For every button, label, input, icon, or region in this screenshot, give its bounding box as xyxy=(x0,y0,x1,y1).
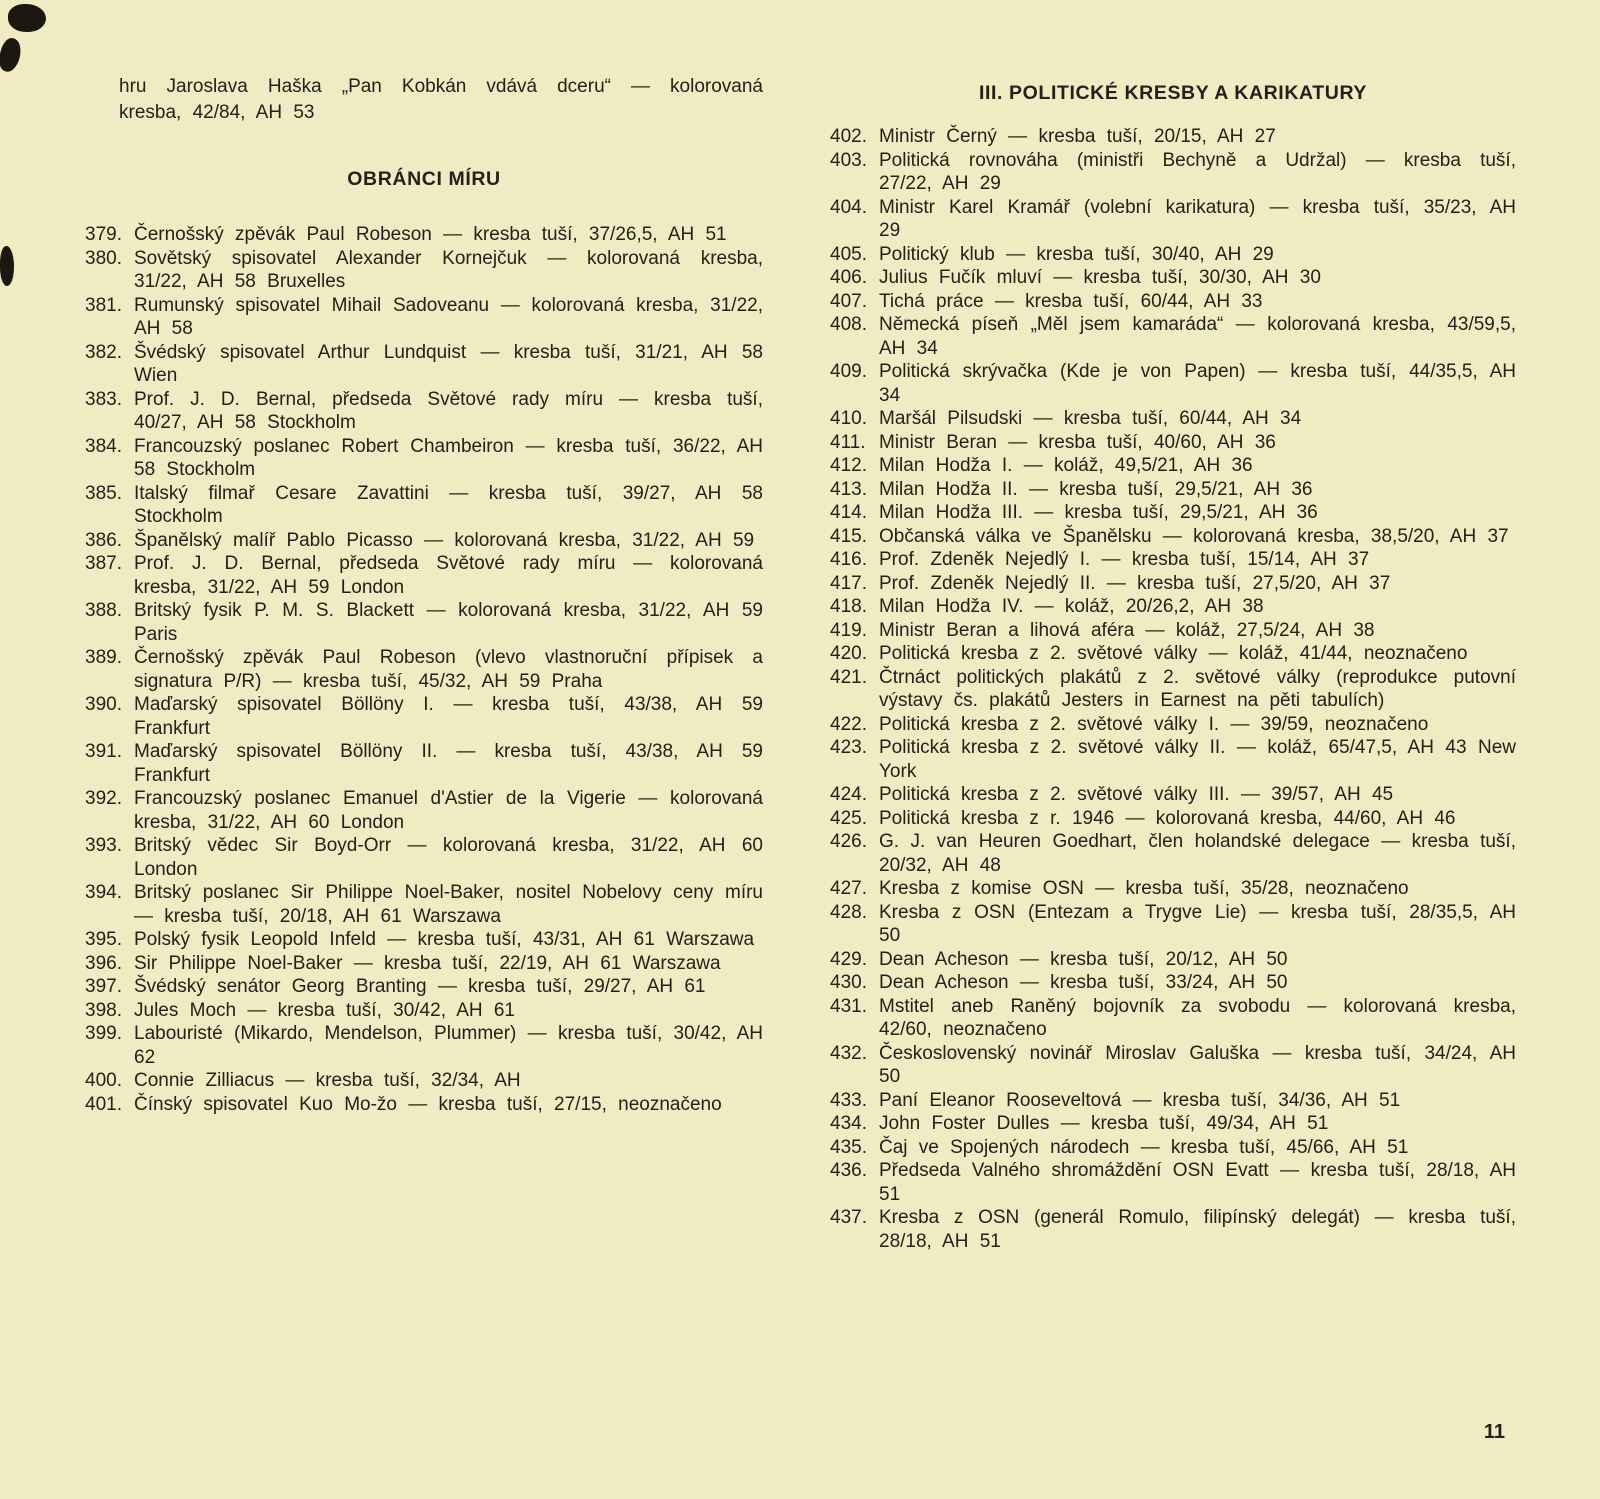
entry-text: Maďarský spisovatel Böllöny I. — kresba tuší, 43/38, AH 59 Frankfurt xyxy=(134,694,763,739)
catalog-entry xyxy=(85,341,763,388)
catalog-entry xyxy=(830,830,1516,877)
catalog-entry xyxy=(830,619,1516,643)
catalog-entry xyxy=(85,975,763,999)
catalog-entry xyxy=(830,525,1516,549)
entry-number: 423. xyxy=(830,737,867,758)
entry-text: Milan Hodža III. — kresba tuší, 29,5/21, AH 36 xyxy=(879,502,1318,523)
entry-text: Milan Hodža I. — koláž, 49,5/21, AH 36 xyxy=(879,455,1253,476)
entry-number: 404. xyxy=(830,196,867,218)
entry-text: Sovětský spisovatel Alexander Kornejčuk — kolorovaná kresba, 31/22, AH 58 Bruxelles xyxy=(134,247,763,292)
entry-number: 384. xyxy=(85,435,122,457)
section-heading-politicke-kresby: III. POLITICKÉ KRESBY A KARIKATURY xyxy=(978,82,1368,104)
catalog-entry xyxy=(830,642,1516,666)
entry-number: 407. xyxy=(830,290,867,312)
entry-text: Maršál Pilsudski — kresba tuší, 60/44, AH 34 xyxy=(879,408,1302,429)
catalog-entry xyxy=(85,247,763,294)
entry-number: 422. xyxy=(830,713,867,735)
entry-text: Politická kresba z r. 1946 — kolorovaná kresba, 44/60, AH 46 xyxy=(879,807,1456,829)
catalog-entry xyxy=(85,1022,763,1069)
entry-number: 430. xyxy=(830,972,867,993)
catalog-entry xyxy=(830,971,1516,995)
entry-number: 427. xyxy=(830,878,867,899)
entry-text: Předseda Valného shromáždění OSN Evatt — kresba tuší, 28/18, AH 51 xyxy=(879,1160,1516,1205)
catalog-entry xyxy=(830,783,1516,807)
catalog-entry xyxy=(85,435,763,482)
entry-text: Ministr Karel Kramář (volební karikatura) — kresba tuší, 35/23, AH 29 xyxy=(879,196,1516,241)
entry-text: Španělský malíř Pablo Picasso — kolorovaná kresba, 31/22, AH 59 xyxy=(134,529,755,551)
entry-text: Černošský zpěvák Paul Robeson (vlevo vlastnoruční přípisek a signatura P/R) — kresba tuší, 45/32, AH 59 Praha xyxy=(134,647,763,692)
entry-number: 419. xyxy=(830,619,867,641)
scan-artifact xyxy=(0,246,14,286)
entry-number: 435. xyxy=(830,1136,867,1158)
catalog-entry xyxy=(830,290,1516,314)
entry-number: 400. xyxy=(85,1070,122,1091)
catalog-entry xyxy=(830,901,1516,948)
catalog-entry xyxy=(85,928,763,952)
catalog-entry xyxy=(85,552,763,599)
entry-number: 413. xyxy=(830,478,867,500)
catalog-entry xyxy=(830,877,1516,901)
entry-text: John Foster Dulles — kresba tuší, 49/34, AH 51 xyxy=(879,1113,1329,1134)
entry-number: 386. xyxy=(85,529,122,551)
entry-text: Rumunský spisovatel Mihail Sadoveanu — kolorovaná kresba, 31/22, AH 58 xyxy=(134,294,763,339)
entry-text: Polský fysik Leopold Infeld — kresba tuší, 43/31, AH 61 Warszawa xyxy=(134,929,755,950)
entry-text: Dean Acheson — kresba tuší, 33/24, AH 50 xyxy=(879,972,1288,993)
entry-text: Politická rovnováha (ministři Bechyně a Udržal) — kresba tuší, 27/22, AH 29 xyxy=(879,149,1516,194)
entry-text: Politická kresba z 2. světové války — koláž, 41/44, neoznačeno xyxy=(879,643,1468,664)
catalog-entry xyxy=(830,1159,1516,1206)
entry-text: Prof. Zdeněk Nejedlý I. — kresba tuší, 15/14, AH 37 xyxy=(879,549,1370,570)
catalog-entry xyxy=(830,736,1516,783)
entry-number: 417. xyxy=(830,572,867,594)
catalog-entry xyxy=(830,666,1516,713)
catalog-entry xyxy=(830,478,1516,502)
entry-text: Prof. J. D. Bernal, předseda Světové rady míru — kresba tuší, 40/27, AH 58 Stockholm xyxy=(134,388,763,433)
catalog-entry xyxy=(830,501,1516,525)
catalog-entry xyxy=(830,995,1516,1042)
entry-text: Britský poslanec Sir Philippe Noel-Baker, nositel Nobelovy ceny míru — kresba tuší, 20/18, AH 61 Warszawa xyxy=(134,882,763,927)
entry-text: Julius Fučík mluví — kresba tuší, 30/30, AH 30 xyxy=(879,267,1321,288)
entry-number: 412. xyxy=(830,455,867,476)
catalog-entry xyxy=(830,572,1516,596)
entry-text: Čtrnáct politických plakátů z 2. světové války (reprodukce putovní výstavy čs. plakátů Jesters in Earnest na pěti tabulích) xyxy=(879,666,1516,711)
entry-number: 401. xyxy=(85,1093,122,1115)
catalog-entry xyxy=(830,454,1516,478)
entry-number: 390. xyxy=(85,694,122,715)
section-heading-obranci-miru: OBRÁNCI MÍRU xyxy=(347,168,501,190)
entry-number: 399. xyxy=(85,1023,122,1044)
entry-number: 385. xyxy=(85,482,122,504)
entry-number: 380. xyxy=(85,247,122,269)
entry-text: Černošský zpěvák Paul Robeson — kresba tuší, 37/26,5, AH 51 xyxy=(134,224,727,245)
scan-artifact xyxy=(0,36,24,74)
entry-text: Milan Hodža IV. — koláž, 20/26,2, AH 38 xyxy=(879,596,1264,617)
entry-number: 379. xyxy=(85,224,122,245)
catalog-entry xyxy=(830,266,1516,290)
entry-number: 398. xyxy=(85,999,122,1021)
catalog-entry xyxy=(830,407,1516,431)
catalog-entry xyxy=(85,599,763,646)
catalog-entry xyxy=(830,1112,1516,1136)
entry-number: 431. xyxy=(830,995,867,1017)
entry-number: 402. xyxy=(830,126,867,147)
entry-text: Britský vědec Sir Boyd-Orr — kolorovaná kresba, 31/22, AH 60 London xyxy=(134,835,763,880)
entry-text: Paní Eleanor Rooseveltová — kresba tuší, 34/36, AH 51 xyxy=(879,1089,1401,1111)
entry-text: Labouristé (Mikardo, Mendelson, Plummer) — kresba tuší, 30/42, AH 62 xyxy=(134,1023,763,1068)
entry-number: 394. xyxy=(85,882,122,903)
entry-text: Tichá práce — kresba tuší, 60/44, AH 33 xyxy=(879,290,1263,312)
catalog-entry xyxy=(830,149,1516,196)
entry-number: 418. xyxy=(830,596,867,617)
entry-text: Politická skrývačka (Kde je von Papen) — kresba tuší, 44/35,5, AH 34 xyxy=(879,361,1516,406)
catalog-entry xyxy=(85,834,763,881)
entry-number: 433. xyxy=(830,1089,867,1111)
entry-text: Kresba z komise OSN — kresba tuší, 35/28, neoznačeno xyxy=(879,878,1409,899)
entry-continuation-text: hru Jaroslava Haška „Pan Kobkán vdává dceru“ — kolorovaná kresba, 42/84, AH 53 xyxy=(119,76,763,123)
catalog-entry xyxy=(85,646,763,693)
entry-number: 387. xyxy=(85,553,122,574)
entry-number: 395. xyxy=(85,929,122,950)
catalog-entry xyxy=(85,952,763,976)
entry-number: 408. xyxy=(830,314,867,335)
catalog-entry xyxy=(85,482,763,529)
entry-number: 392. xyxy=(85,788,122,809)
entry-text: Francouzský poslanec Robert Chambeiron — kresba tuší, 36/22, AH 58 Stockholm xyxy=(134,435,763,480)
entry-number: 381. xyxy=(85,294,122,316)
left-entries-list xyxy=(85,223,763,1116)
entry-number: 436. xyxy=(830,1160,867,1181)
entry-text: Ministr Beran a lihová aféra — koláž, 27,5/24, AH 38 xyxy=(879,619,1375,641)
entry-text: Milan Hodža II. — kresba tuší, 29,5/21, AH 36 xyxy=(879,478,1313,500)
entry-text: Mstitel aneb Raněný bojovník za svobodu — kolorovaná kresba, 42/60, neoznačeno xyxy=(879,995,1516,1040)
entry-number: 397. xyxy=(85,976,122,997)
entry-number: 432. xyxy=(830,1042,867,1064)
entry-text: Britský fysik P. M. S. Blackett — kolorovaná kresba, 31/22, AH 59 Paris xyxy=(134,600,763,645)
entry-text: Čínský spisovatel Kuo Mo-žo — kresba tuší, 27/15, neoznačeno xyxy=(134,1093,722,1115)
catalog-entry xyxy=(85,881,763,928)
catalog-entry xyxy=(85,529,763,553)
entry-text: Ministr Černý — kresba tuší, 20/15, AH 27 xyxy=(879,126,1276,147)
catalog-entry xyxy=(85,740,763,787)
entry-text: Maďarský spisovatel Böllöny II. — kresba tuší, 43/38, AH 59 Frankfurt xyxy=(134,741,763,786)
entry-number: 406. xyxy=(830,267,867,288)
entry-text: Německá píseň „Měl jsem kamaráda“ — kolorovaná kresba, 43/59,5, AH 34 xyxy=(879,314,1516,359)
entry-number: 425. xyxy=(830,807,867,829)
entry-number: 382. xyxy=(85,341,122,363)
entry-number: 426. xyxy=(830,831,867,852)
entry-number: 437. xyxy=(830,1207,867,1228)
catalog-entry xyxy=(830,313,1516,360)
entry-text: Kresba z OSN (generál Romulo, filipínský delegát) — kresba tuší, 28/18, AH 51 xyxy=(879,1207,1516,1252)
entry-text: Československý novinář Miroslav Galuška — kresba tuší, 34/24, AH 50 xyxy=(879,1042,1516,1087)
catalog-entry xyxy=(830,595,1516,619)
entry-text: Italský filmař Cesare Zavattini — kresba tuší, 39/27, AH 58 Stockholm xyxy=(134,482,763,527)
entry-number: 416. xyxy=(830,549,867,570)
entry-text: Jules Moch — kresba tuší, 30/42, AH 61 xyxy=(134,999,516,1021)
entry-text: Prof. Zdeněk Nejedlý II. — kresba tuší, 27,5/20, AH 37 xyxy=(879,572,1391,594)
entry-text: Politická kresba z 2. světové války II. — koláž, 65/47,5, AH 43 New York xyxy=(879,737,1516,782)
catalog-entry xyxy=(830,196,1516,243)
entry-number: 421. xyxy=(830,666,867,688)
entry-text: Politický klub — kresba tuší, 30/40, AH 29 xyxy=(879,243,1274,265)
page-number: 11 xyxy=(1483,1421,1505,1443)
entry-number: 420. xyxy=(830,643,867,664)
scan-artifact xyxy=(8,4,46,32)
catalog-entry xyxy=(830,807,1516,831)
entry-number: 415. xyxy=(830,525,867,547)
left-column xyxy=(85,74,763,1116)
right-entries-list xyxy=(830,125,1516,1253)
entry-number: 411. xyxy=(830,431,866,453)
entry-text: Connie Zilliacus — kresba tuší, 32/34, AH xyxy=(134,1070,521,1091)
entry-text: Čaj ve Spojených národech — kresba tuší, 45/66, AH 51 xyxy=(879,1136,1409,1158)
entry-number: 396. xyxy=(85,952,122,974)
entry-number: 424. xyxy=(830,784,867,805)
entry-number: 429. xyxy=(830,948,867,970)
entry-text: Politická kresba z 2. světové války III. — 39/57, AH 45 xyxy=(879,784,1394,805)
entry-number: 393. xyxy=(85,835,122,856)
entry-number: 414. xyxy=(830,502,867,523)
catalog-entry xyxy=(830,1206,1516,1253)
entry-text: G. J. van Heuren Goedhart, člen holandské delegace — kresba tuší, 20/32, AH 48 xyxy=(879,831,1516,876)
entry-text: Kresba z OSN (Entezam a Trygve Lie) — kresba tuší, 28/35,5, AH 50 xyxy=(879,901,1516,946)
catalog-entry xyxy=(85,294,763,341)
entry-text: Švédský spisovatel Arthur Lundquist — kresba tuší, 31/21, AH 58 Wien xyxy=(134,341,763,386)
catalog-entry xyxy=(85,388,763,435)
entry-number: 383. xyxy=(85,388,122,410)
catalog-entry xyxy=(830,125,1516,149)
catalog-entry xyxy=(85,787,763,834)
entry-text: Ministr Beran — kresba tuší, 40/60, AH 36 xyxy=(879,431,1276,453)
catalog-entry xyxy=(830,1042,1516,1089)
entry-number: 403. xyxy=(830,149,867,171)
entry-number: 428. xyxy=(830,901,867,923)
catalog-entry xyxy=(830,948,1516,972)
entry-text: Francouzský poslanec Emanuel d'Astier de la Vigerie — kolorovaná kresba, 31/22, AH 60 London xyxy=(134,788,763,833)
catalog-entry xyxy=(830,1136,1516,1160)
catalog-entry xyxy=(830,431,1516,455)
catalog-entry xyxy=(830,1089,1516,1113)
catalog-entry xyxy=(830,548,1516,572)
entry-number: 409. xyxy=(830,361,867,382)
entry-number: 391. xyxy=(85,741,122,762)
entry-number: 410. xyxy=(830,408,867,429)
entry-number: 388. xyxy=(85,600,122,621)
catalog-entry xyxy=(85,223,763,247)
catalog-entry xyxy=(830,243,1516,267)
entry-text: Prof. J. D. Bernal, předseda Světové rady míru — kolorovaná kresba, 31/22, AH 59 London xyxy=(134,553,763,598)
catalog-entry xyxy=(85,1069,763,1093)
catalog-entry xyxy=(85,693,763,740)
entry-text: Politická kresba z 2. světové války I. — 39/59, neoznačeno xyxy=(879,713,1429,735)
right-column xyxy=(830,82,1516,1253)
entry-text: Sir Philippe Noel-Baker — kresba tuší, 22/19, AH 61 Warszawa xyxy=(134,952,721,974)
entry-number: 389. xyxy=(85,647,122,668)
entry-text: Dean Acheson — kresba tuší, 20/12, AH 50 xyxy=(879,948,1288,970)
entry-number: 434. xyxy=(830,1113,867,1134)
entry-text: Občanská válka ve Španělsku — kolorovaná kresba, 38,5/20, AH 37 xyxy=(879,525,1509,547)
catalog-entry xyxy=(830,360,1516,407)
entry-text: Švédský senátor Georg Branting — kresba tuší, 29/27, AH 61 xyxy=(134,976,706,997)
catalog-entry xyxy=(830,713,1516,737)
catalog-entry xyxy=(85,1093,763,1117)
entry-number: 405. xyxy=(830,243,867,265)
catalog-entry xyxy=(85,999,763,1023)
